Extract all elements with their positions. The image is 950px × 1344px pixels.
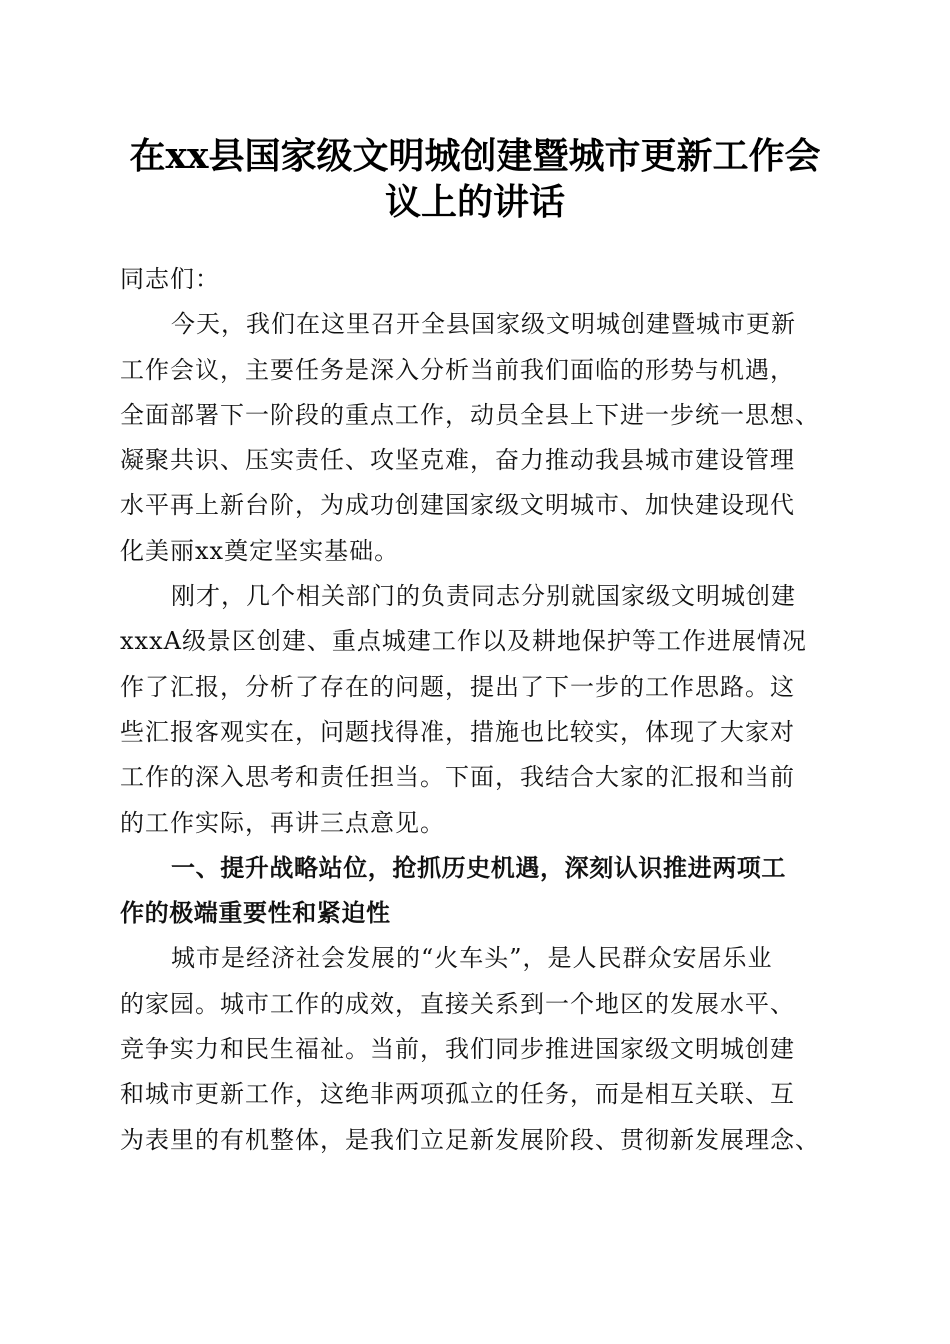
paragraph-line: xxxA级景区创建、重点城建工作以及耕地保护等工作进展情况 <box>120 627 807 656</box>
document-title <box>100 133 850 225</box>
paragraph-line: 工作的深入思考和责任担当。下面，我结合大家的汇报和当前 <box>120 763 795 792</box>
paragraph-line: 全面部署下一阶段的重点工作，动员全县上下进一步统一思想、 <box>120 400 820 429</box>
paragraph-line: 今天，我们在这里召开全县国家级文明城创建暨城市更新 <box>171 310 796 339</box>
paragraph-line: 刚才，几个相关部门的负责同志分别就国家级文明城创建 <box>171 582 796 611</box>
paragraph-line: 的家园。城市工作的成效，直接关系到一个地区的发展水平、 <box>120 989 795 1018</box>
title-line: 在xx县国家级文明城创建暨城市更新工作会 <box>129 135 821 177</box>
heading-line: 作的极端重要性和紧迫性 <box>120 899 391 928</box>
paragraph-opening <box>120 302 835 574</box>
paragraph-line: 水平再上新台阶，为成功创建国家级文明城市、加快建设现代 <box>120 491 795 520</box>
paragraph-line: 工作会议，主要任务是深入分析当前我们面临的形势与机遇， <box>120 355 795 384</box>
paragraph-line: 城市是经济社会发展的“火车头”，是人民群众安居乐业 <box>171 944 773 973</box>
paragraph-line: 凝聚共识、压实责任、攻坚克难，奋力推动我县城市建设管理 <box>120 446 795 475</box>
paragraph-line: 作了汇报，分析了存在的问题，提出了下一步的工作思路。这 <box>120 672 795 701</box>
paragraph-city-importance <box>120 936 835 1162</box>
document-body <box>120 257 835 1163</box>
paragraph-line: 些汇报客观实在，问题找得准，措施也比较实，体现了大家对 <box>120 717 795 746</box>
paragraph-line: 竞争实力和民生福祉。当前，我们同步推进国家级文明城创建 <box>120 1035 795 1064</box>
salutation: 同志们： <box>120 265 220 293</box>
section-heading-1 <box>120 846 835 937</box>
heading-line: 一、提升战略站位，抢抓历史机遇，深刻认识推进两项工 <box>171 853 786 882</box>
paragraph-line: 化美丽xx奠定坚实基础。 <box>120 536 400 565</box>
paragraph-line: 的工作实际，再讲三点意见。 <box>120 808 445 837</box>
paragraph-line: 为表里的有机整体，是我们立足新发展阶段、贯彻新发展理念、 <box>120 1125 820 1154</box>
paragraph-reports <box>120 574 835 846</box>
title-line: 议上的讲话 <box>384 181 565 223</box>
paragraph-line: 和城市更新工作，这绝非两项孤立的任务，而是相互关联、互 <box>120 1080 795 1109</box>
